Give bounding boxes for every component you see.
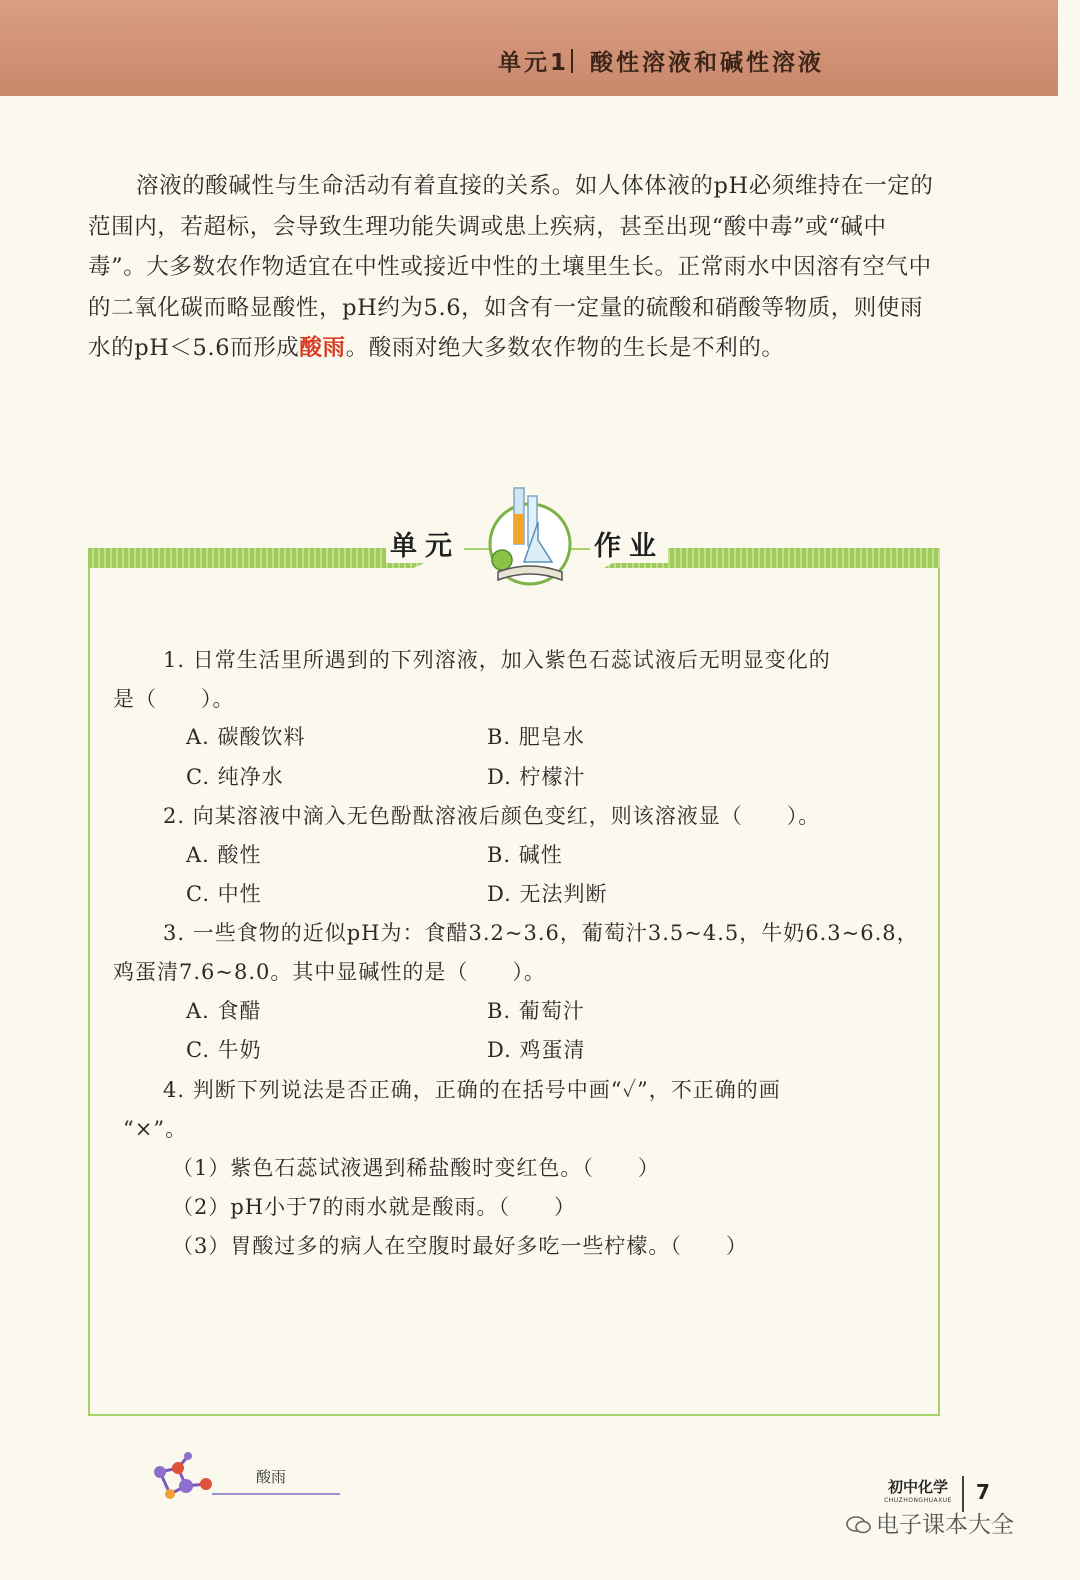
book-title: 初中化学 <box>887 1478 948 1496</box>
q1-option-d: D. 柠檬汁 <box>487 765 586 789</box>
wechat-icon <box>846 1515 872 1535</box>
q4-line2: “×”。 <box>123 1117 188 1141</box>
watermark <box>846 1506 1014 1539</box>
homework-title-right: 作业 <box>590 524 668 563</box>
q2-option-b: B. 碱性 <box>487 843 563 867</box>
header-title <box>498 44 824 74</box>
q2-option-c: C. 中性 <box>186 882 262 906</box>
intro-text-2: 。酸雨对绝大多数农作物的生长是不利的。 <box>345 335 785 361</box>
lab-flask-icon <box>478 482 582 592</box>
page-number: 7 <box>976 1480 990 1504</box>
q1-option-a: A. 碳酸饮料 <box>186 725 306 749</box>
q1-line2: 是（ ）。 <box>113 687 235 711</box>
q1-line1: 1. 日常生活里所遇到的下列溶液，加入紫色石蕊试液后无明显变化的 <box>163 648 831 672</box>
q4-statement-1: （1）紫色石蕊试液遇到稀盐酸时变红色。（ ） <box>172 1156 660 1180</box>
footer-keyword: 酸雨 <box>256 1468 287 1486</box>
q3-option-a: A. 食醋 <box>186 999 262 1023</box>
header-separator <box>571 49 573 73</box>
molecule-icon <box>148 1450 218 1510</box>
watermark-text: 电子课本大全 <box>876 1512 1014 1538</box>
footer-underline <box>212 1493 340 1495</box>
section-title: 酸性溶液和碱性溶液 <box>590 50 825 76</box>
q3-option-c: C. 牛奶 <box>186 1038 262 1062</box>
q4-line1: 4. 判断下列说法是否正确，正确的在括号中画“✓”，不正确的画 <box>163 1078 781 1102</box>
q3-line2: 鸡蛋清7.6~8.0。其中显碱性的是（ ）。 <box>113 960 546 984</box>
q2-line1: 2. 向某溶液中滴入无色酚酞溶液后颜色变红，则该溶液显（ ）。 <box>163 804 821 828</box>
unit-label: 单元1 <box>498 50 570 76</box>
intro-paragraph <box>88 166 940 369</box>
acid-rain-term: 酸雨 <box>299 335 346 361</box>
q4-statement-3: （3）胃酸过多的病人在空腹时最好多吃一些柠檬。（ ） <box>172 1234 748 1258</box>
q4-statement-2: （2）pH小于7的雨水就是酸雨。（ ） <box>172 1195 576 1219</box>
homework-title-left: 单元 <box>386 524 464 563</box>
q3-option-d: D. 鸡蛋清 <box>487 1038 586 1062</box>
book-pinyin: CHUZHONGHUAXUE <box>884 1497 952 1504</box>
q3-option-b: B. 葡萄汁 <box>487 999 585 1023</box>
q1-option-b: B. 肥皂水 <box>487 725 585 749</box>
q2-option-a: A. 酸性 <box>186 843 262 867</box>
q2-option-d: D. 无法判断 <box>487 882 608 906</box>
intro-text-1: 溶液的酸碱性与生命活动有着直接的关系。如人体体液的pH必须维持在一定的范围内，若超标，会导致生理功能失调或患上疾病，甚至出现“酸中毒”或“碱中毒”。大多数农作物适宜在中性或接近中性的土壤里生长。正常雨水中因溶有空气中的二氧化碳而略显酸性，pH约为5.6，如含有一定量的硫酸和硝酸等物质，则使雨水的pH＜5.6而形成 <box>88 173 934 361</box>
q1-option-c: C. 纯净水 <box>186 765 284 789</box>
q3-line1: 3. 一些食物的近似pH为：食醋3.2~3.6，葡萄汁3.5~4.5，牛奶6.3~6.8， <box>163 921 919 945</box>
